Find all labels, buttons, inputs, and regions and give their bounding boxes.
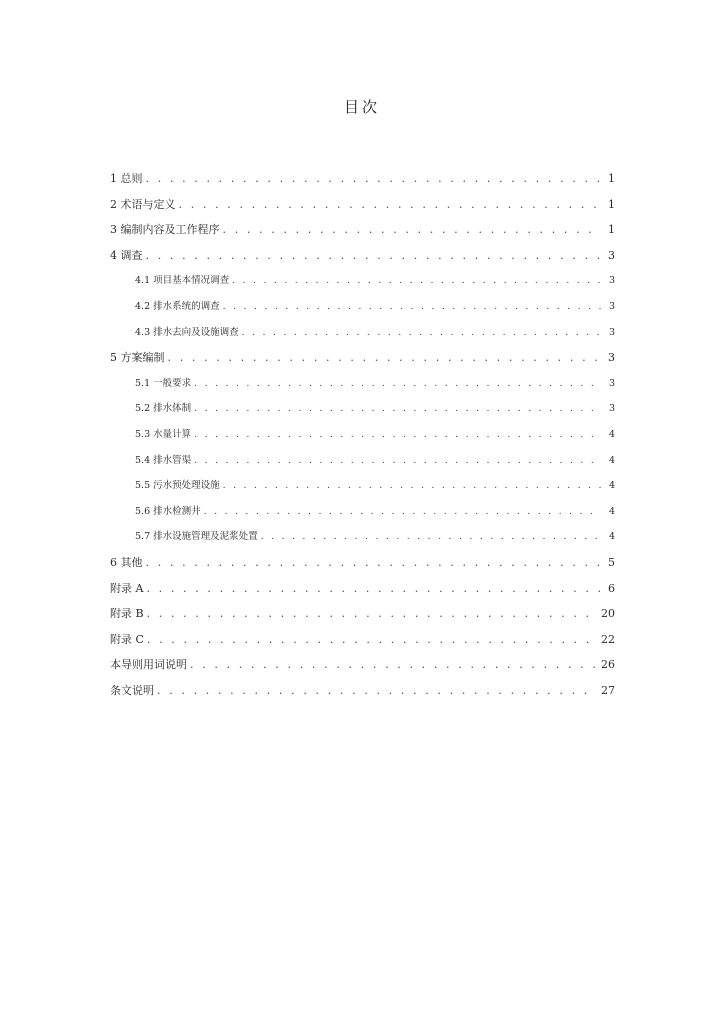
table-of-contents bbox=[110, 166, 615, 703]
toc-leader-dots bbox=[223, 217, 602, 243]
toc-entry[interactable] bbox=[110, 678, 615, 704]
toc-page-number: 20 bbox=[601, 607, 615, 621]
toc-subentry[interactable] bbox=[110, 499, 615, 525]
toc-entry-label: 5 方案编制 bbox=[110, 351, 165, 365]
toc-entry-label: 附录 A bbox=[110, 581, 144, 595]
toc-entry[interactable] bbox=[110, 652, 615, 678]
toc-page-number: 22 bbox=[601, 632, 615, 646]
toc-leader-dots bbox=[147, 601, 595, 627]
toc-subentry[interactable] bbox=[110, 371, 615, 397]
toc-leader-dots bbox=[242, 320, 601, 346]
toc-entry[interactable] bbox=[110, 627, 615, 653]
toc-entry-label: 5.1 一般要求 bbox=[135, 377, 192, 389]
toc-entry-label: 5.6 排水检测井 bbox=[135, 505, 201, 517]
toc-page-number: 3 bbox=[608, 248, 615, 262]
toc-entry-label: 附录 C bbox=[110, 632, 144, 646]
toc-page-number: 4 bbox=[608, 428, 615, 440]
toc-page-number: 5 bbox=[608, 555, 615, 569]
toc-leader-dots bbox=[223, 473, 601, 499]
toc-page-number: 3 bbox=[608, 300, 615, 312]
toc-leader-dots bbox=[179, 192, 602, 218]
toc-entry[interactable] bbox=[110, 192, 615, 218]
toc-entry[interactable] bbox=[110, 345, 615, 371]
toc-page-number: 4 bbox=[608, 531, 615, 543]
toc-entry-label: 5.5 污水预处理设施 bbox=[135, 480, 220, 492]
toc-entry-label: 5.3 水量计算 bbox=[135, 428, 192, 440]
toc-entry-label: 1 总则 bbox=[110, 172, 143, 185]
toc-subentry[interactable] bbox=[110, 422, 615, 448]
toc-leader-dots bbox=[147, 627, 595, 653]
toc-entry-label: 6 其他 bbox=[110, 555, 143, 569]
toc-page-number: 3 bbox=[608, 351, 615, 365]
toc-leader-dots bbox=[146, 576, 601, 602]
toc-leader-dots bbox=[194, 396, 601, 422]
toc-page-number: 3 bbox=[608, 326, 615, 338]
toc-subentry[interactable] bbox=[110, 320, 615, 346]
toc-entry-label: 4.1 项目基本情况调查 bbox=[135, 275, 230, 287]
toc-entry-label: 5.2 排水体制 bbox=[135, 403, 192, 415]
toc-subentry[interactable] bbox=[110, 473, 615, 499]
toc-page-number: 4 bbox=[608, 505, 615, 517]
toc-page-number: 4 bbox=[608, 480, 615, 492]
toc-entry[interactable] bbox=[110, 550, 615, 576]
toc-leader-dots bbox=[194, 422, 601, 448]
page-title: 目次 bbox=[343, 98, 380, 116]
toc-subentry[interactable] bbox=[110, 294, 615, 320]
toc-leader-dots bbox=[223, 294, 601, 320]
toc-subentry[interactable] bbox=[110, 524, 615, 550]
toc-entry-label: 4.2 排水系统的调查 bbox=[135, 300, 220, 312]
toc-subentry[interactable] bbox=[110, 448, 615, 474]
toc-entry-label: 条文说明 bbox=[110, 683, 154, 697]
toc-entry-label: 本导则用词说明 bbox=[110, 658, 187, 672]
toc-entry[interactable] bbox=[110, 243, 615, 269]
toc-page-number: 1 bbox=[608, 172, 615, 185]
toc-leader-dots bbox=[232, 268, 601, 294]
toc-leader-dots bbox=[146, 550, 602, 576]
toc-entry[interactable] bbox=[110, 166, 615, 192]
toc-leader-dots bbox=[190, 652, 595, 678]
toc-entry-label: 5.4 排水管渠 bbox=[135, 454, 192, 466]
toc-entry-label: 2 术语与定义 bbox=[110, 197, 176, 211]
toc-entry-label: 4 调查 bbox=[110, 248, 143, 262]
toc-page-number: 4 bbox=[608, 454, 615, 466]
toc-page-number: 3 bbox=[608, 403, 615, 415]
toc-page-number: 27 bbox=[601, 683, 615, 697]
toc-page-number: 1 bbox=[608, 223, 615, 237]
toc-leader-dots bbox=[194, 448, 601, 474]
toc-entry[interactable] bbox=[110, 601, 615, 627]
toc-leader-dots bbox=[204, 499, 601, 525]
toc-page-number: 1 bbox=[608, 197, 615, 211]
toc-page-number: 3 bbox=[608, 275, 615, 287]
toc-leader-dots bbox=[261, 524, 601, 550]
toc-leader-dots bbox=[146, 243, 602, 269]
toc-leader-dots bbox=[168, 345, 602, 371]
toc-leader-dots bbox=[146, 166, 602, 192]
toc-leader-dots bbox=[157, 678, 595, 704]
toc-entry-label: 附录 B bbox=[110, 607, 144, 621]
toc-page-number: 26 bbox=[601, 658, 615, 672]
toc-page-number: 3 bbox=[608, 377, 615, 389]
toc-entry[interactable] bbox=[110, 217, 615, 243]
toc-entry[interactable] bbox=[110, 576, 615, 602]
toc-subentry[interactable] bbox=[110, 396, 615, 422]
toc-entry-label: 5.7 排水设施管理及泥浆处置 bbox=[135, 531, 258, 543]
toc-leader-dots bbox=[194, 371, 601, 397]
toc-subentry[interactable] bbox=[110, 268, 615, 294]
toc-page-number: 6 bbox=[608, 581, 615, 595]
toc-entry-label: 3 编制内容及工作程序 bbox=[110, 223, 220, 237]
toc-entry-label: 4.3 排水去向及设施调查 bbox=[135, 326, 239, 338]
